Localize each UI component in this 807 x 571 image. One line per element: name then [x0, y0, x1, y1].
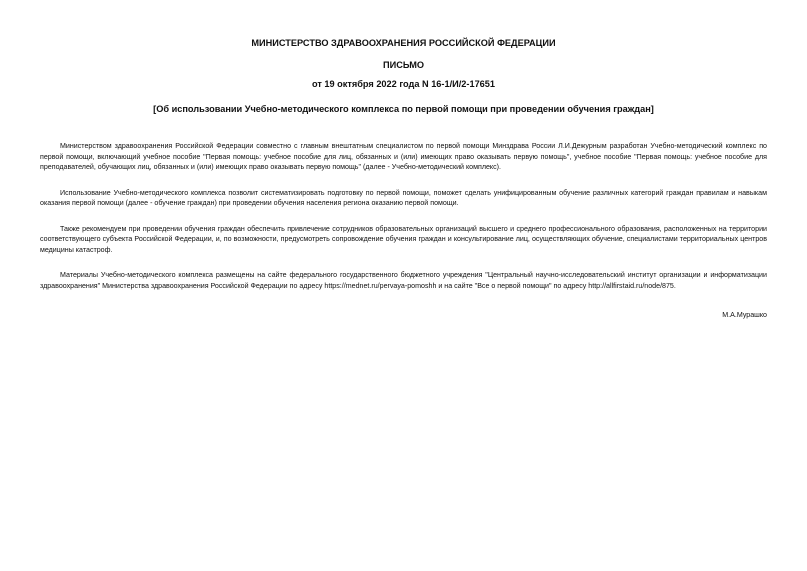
subject-heading: [Об использовании Учебно-методического комплекса по первой помощи при проведении обучения граждан]: [153, 104, 654, 114]
paragraph-1: Министерством здравоохранения Российской Федерации совместно с главным внештатным специалистом по первой помощи Минздрава России Л.И.Дежурным разработан Учебно-методический комплекс по первой помощи, включающий учебное пособие "Первая помощь: учебное пособие для лиц, обязанных и (или) имеющих право оказывать первую помощь", учебное пособие "Первая помощь: учебное пособие для преподавателей, обучающих лиц, обязанных и (или) имеющих право оказывать первую помощь" (далее - Учебно-методический комплекс).: [40, 142, 767, 171]
paragraph-4: Материалы Учебно-методического комплекса размещены на сайте федерального государственного бюджетного учреждения "Центральный научно-исследовательский институт организации и информатизации здравоохранения" Министерства здравоохранения Российской Федерации по адресу https://mednet.ru/pervaya-pomoshh и на сайте "Все о первой помощи" по адресу http://allfirstaid.ru/node/875.: [40, 271, 767, 290]
letter-body: [40, 141, 767, 291]
ministry-heading: МИНИСТЕРСТВО ЗДРАВООХРАНЕНИЯ РОССИЙСКОЙ ФЕДЕРАЦИИ: [251, 38, 556, 48]
paragraph-3: Также рекомендуем при проведении обучения граждан обеспечить привлечение сотрудников образовательных организаций высшего и среднего профессионального образования, расположенных на территории соответствующего субъекта Российской Федерации, и, по возможности, предусмотреть сопровождение обучения граждан и консультирование лиц, осуществляющих обучение, специалистами территориальных центров медицины катастроф.: [40, 224, 767, 254]
document-type-heading: ПИСЬМО: [382, 60, 425, 70]
date-number-heading: от 19 октября 2022 года N 16-1/И/2-17651: [311, 79, 496, 89]
paragraph-2: Использование Учебно-методического комплекса позволит систематизировать подготовку по первой помощи, поможет сделать унифицированным обучение различных категорий граждан правилам и навыкам оказания первой помощи (далее - обучение граждан) при проведении обучения населения региона оказанию первой помощи.: [40, 188, 767, 207]
signature: М.А.Мурашко: [722, 311, 767, 319]
